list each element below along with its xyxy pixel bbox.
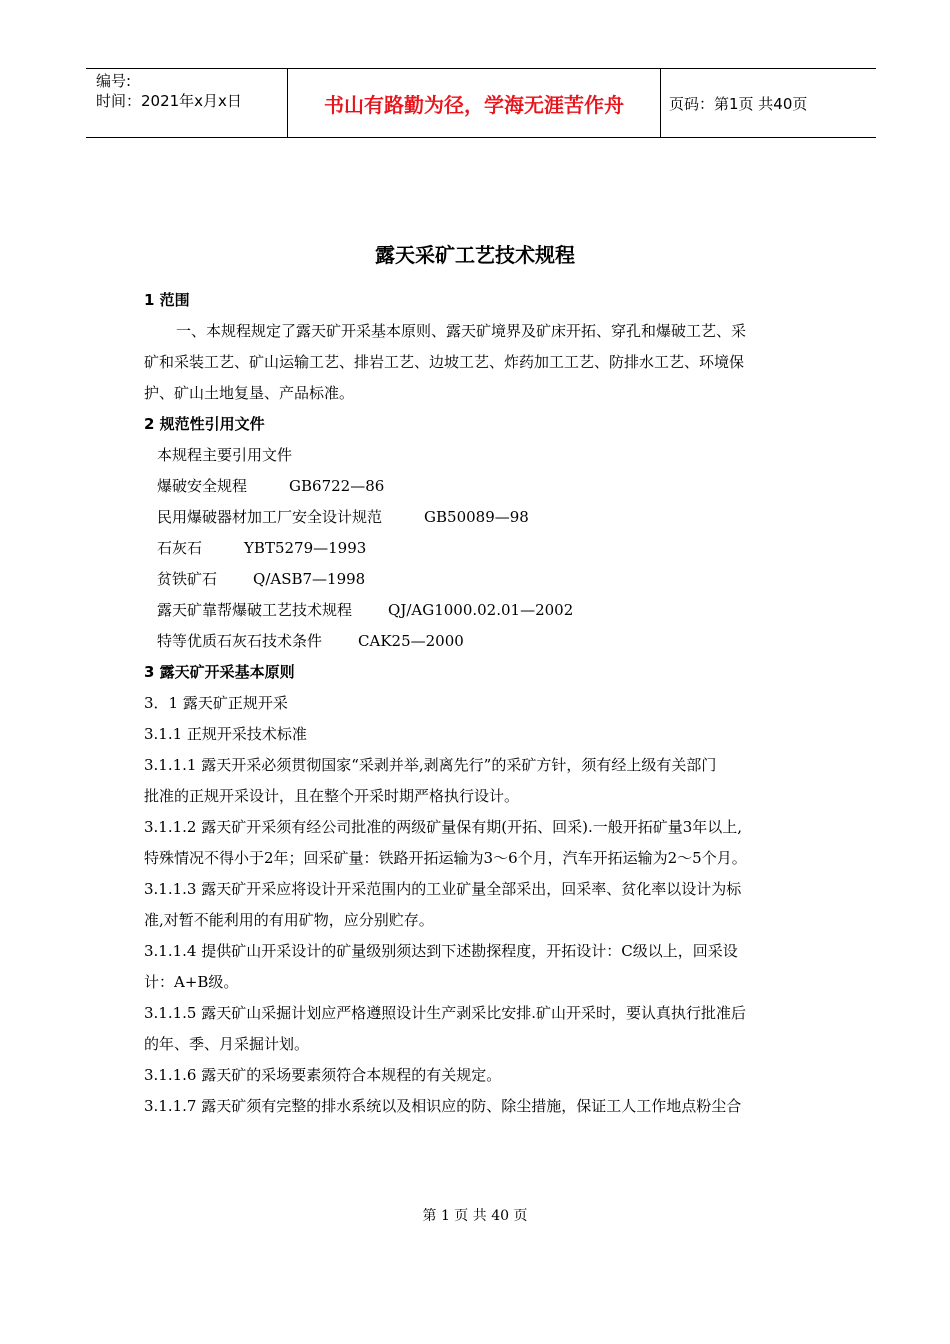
reference-name: 贫铁矿石 xyxy=(157,570,218,588)
subsection-heading: 3．1 露天矿正规开采 xyxy=(144,694,288,712)
header-motto-cell xyxy=(288,69,661,137)
header-meta-cell xyxy=(86,69,288,137)
reference-code: Q/ASB7—1998 xyxy=(253,570,366,588)
reference-name: 石灰石 xyxy=(157,539,203,557)
paragraph-line: 3.1.1.1 露天开采必须贯彻国家“采剥并举,剥离先行”的采矿方针，须有经上级有关部门 xyxy=(144,756,717,774)
subsection-heading: 3.1.1 正规开采技术标准 xyxy=(144,725,307,743)
number-label: 编号: xyxy=(96,72,132,90)
page-footer: 第 1 页 共 40 页 xyxy=(422,1208,528,1224)
paragraph-line: 3.1.1.3 露天矿开采应将设计开采范围内的工业矿量全部采出，回采率、贫化率以设计为标 xyxy=(144,880,742,898)
document-title: 露天采矿工艺技术规程 xyxy=(375,243,575,267)
paragraph-line: 计：A+B级。 xyxy=(144,973,239,991)
reference-code: YBT5279—1993 xyxy=(244,539,367,557)
time-label: 时间：2021年x月x日 xyxy=(96,92,242,110)
reference-code: CAK25—2000 xyxy=(358,632,464,650)
header-page-cell xyxy=(661,69,876,137)
reference-name: 特等优质石灰石技术条件 xyxy=(157,632,323,650)
reference-item xyxy=(144,564,834,595)
section-1-heading: 1 范围 xyxy=(144,291,190,309)
reference-name: 民用爆破器材加工厂安全设计规范 xyxy=(157,508,383,526)
paragraph-line: 批准的正规开采设计，且在整个开采时期严格执行设计。 xyxy=(144,787,520,805)
reference-item xyxy=(144,471,834,502)
reference-item xyxy=(144,533,834,564)
paragraph-line: 一、本规程规定了露天矿开采基本原则、露天矿境界及矿床开拓、穿孔和爆破工艺、采 xyxy=(176,322,747,340)
page-header xyxy=(86,68,876,138)
paragraph-line: 特殊情况不得小于2年；回采矿量：铁路开拓运输为3～6个月，汽车开拓运输为2～5个月。 xyxy=(144,849,747,867)
page-number-label: 页码：第1页 共40页 xyxy=(669,94,808,113)
reference-name: 露天矿靠帮爆破工艺技术规程 xyxy=(157,601,353,619)
section-2-heading: 2 规范性引用文件 xyxy=(144,415,265,433)
section-3-heading: 3 露天矿开采基本原则 xyxy=(144,663,295,681)
reference-item xyxy=(144,595,834,626)
references-intro: 本规程主要引用文件 xyxy=(157,446,293,464)
paragraph-line: 3.1.1.4 提供矿山开采设计的矿量级别须达到下述勘探程度，开拓设计：C级以上，回采设 xyxy=(144,942,738,960)
paragraph-line: 3.1.1.6 露天矿的采场要素须符合本规程的有关规定。 xyxy=(144,1066,502,1084)
paragraph-line: 护、矿山土地复垦、产品标准。 xyxy=(144,384,355,402)
paragraph-line: 3.1.1.2 露天矿开采须有经公司批准的两级矿量保有期(开拓、回采).一般开拓矿量3年以上, xyxy=(144,818,743,836)
paragraph-line: 3.1.1.7 露天矿须有完整的排水系统以及相识应的防、除尘措施，保证工人工作地点粉尘合 xyxy=(144,1097,742,1115)
reference-code: GB6722—86 xyxy=(289,477,385,495)
reference-item xyxy=(144,502,834,533)
reference-code: GB50089—98 xyxy=(424,508,529,526)
paragraph-line: 的年、季、月采掘计划。 xyxy=(144,1035,310,1053)
reference-name: 爆破安全规程 xyxy=(157,477,248,495)
reference-item xyxy=(144,626,834,657)
paragraph-line: 矿和采装工艺、矿山运输工艺、排岩工艺、边坡工艺、炸药加工工艺、防排水工艺、环境保 xyxy=(144,353,745,371)
motto-text: 书山有路勤为径，学海无涯苦作舟 xyxy=(324,92,624,117)
reference-code: QJ/AG1000.02.01—2002 xyxy=(388,601,574,619)
document-body xyxy=(144,285,834,1122)
paragraph-line: 3.1.1.5 露天矿山采掘计划应严格遵照设计生产剥采比安排.矿山开采时，要认真执行批准后 xyxy=(144,1004,747,1022)
paragraph-line: 准,对暂不能利用的有用矿物，应分别贮存。 xyxy=(144,911,434,929)
